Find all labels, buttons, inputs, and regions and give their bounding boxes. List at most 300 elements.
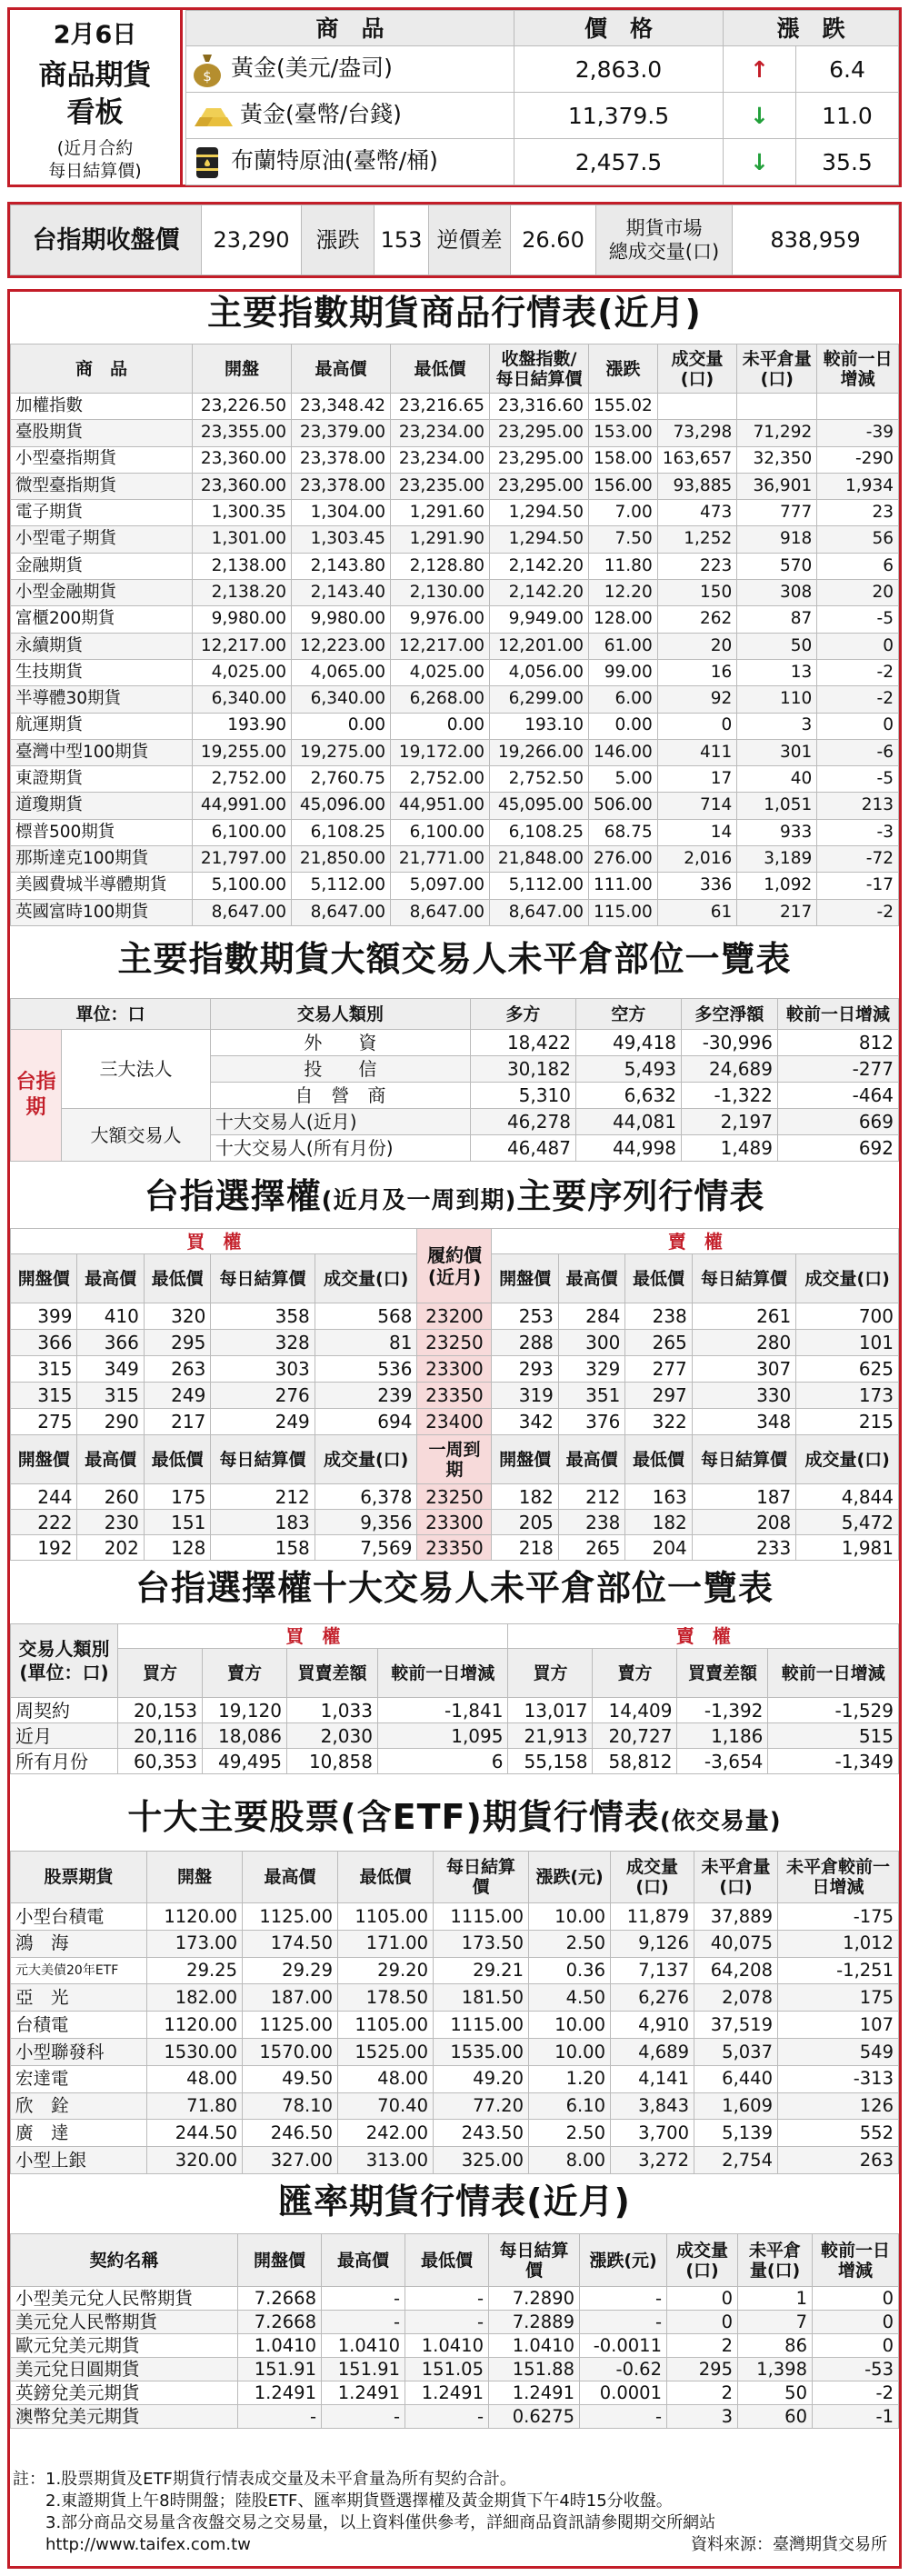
table-cell: 1530.00 — [147, 2038, 243, 2065]
table-cell: 155.02 — [589, 394, 658, 420]
table-cell: 1 — [738, 2287, 813, 2311]
table-cell: 325.00 — [434, 2147, 529, 2174]
col-change: 漲 跌 — [724, 11, 899, 46]
table-cell: -1,251 — [778, 1957, 899, 1984]
table-cell: 246.50 — [243, 2120, 338, 2147]
index-futures-row — [11, 793, 899, 819]
table-cell: 5,097.00 — [391, 873, 490, 899]
table-cell: 1,934 — [817, 473, 899, 499]
table-cell: 1,303.45 — [292, 526, 391, 553]
stock-futures-row — [11, 2038, 899, 2065]
table-cell: 7.00 — [589, 500, 658, 526]
table-cell: 1125.00 — [243, 2012, 338, 2039]
table-cell: - — [580, 2311, 667, 2334]
index-futures-row — [11, 819, 899, 845]
table-cell: 295 — [667, 2358, 738, 2381]
table-cell: 313.00 — [338, 2147, 434, 2174]
table-cell: 3,700 — [611, 2120, 694, 2147]
section-title-options-top10: 台指選擇權十大交易人未平倉部位一覽表 — [135, 1568, 774, 1608]
column-header: 每日結算價 — [692, 1435, 795, 1484]
gold-bars-icon — [191, 99, 235, 132]
table-cell: 2,754 — [694, 2147, 778, 2174]
table-cell: 151.91 — [322, 2358, 405, 2381]
option-weekly-row — [11, 1484, 899, 1510]
table-cell: 0 — [813, 2311, 899, 2334]
table-cell: - — [405, 2287, 489, 2311]
table-cell: 0 — [657, 713, 737, 739]
index-futures-row — [11, 394, 899, 420]
table-cell: 4,025.00 — [391, 659, 490, 685]
table-cell: 244.50 — [147, 2120, 243, 2147]
taifex-volume-value: 838,959 — [733, 205, 899, 275]
table-cell: 32,350 — [737, 446, 817, 473]
table-cell: - — [322, 2287, 405, 2311]
table-cell: 86 — [738, 2334, 813, 2358]
table-cell: 223 — [657, 553, 737, 579]
table-cell: 570 — [737, 553, 817, 579]
table-cell: 265 — [558, 1535, 624, 1561]
note-1: 註：1.股票期貨及ETF期貨行情表成交量及未平倉量為所有契約合計。 — [13, 2470, 516, 2489]
board-title-1: 商品期貨 — [38, 59, 152, 92]
table-cell: 111.00 — [589, 873, 658, 899]
table-cell: 126 — [778, 2092, 899, 2120]
table-cell: 6,299.00 — [490, 686, 589, 713]
table-cell: 60 — [738, 2405, 813, 2429]
table-cell: 249 — [144, 1383, 210, 1409]
table-cell: 6.10 — [529, 2092, 611, 2120]
table-cell: 11,879 — [611, 1903, 694, 1931]
large-trader-table: 單位：口 交易人類別 多方 空方 多空淨額 較前一日增減 台指期 三大法人 外 資 18,422 49,418 -30,996 812 投 信 30,182 5,493 24,689 -277 自 營 商 5,310 6,632 -1,322 -464 大額交易人 十大交易人(近月) 46,278 44,081 2,197 669 十大交易人(所有月份) 46,487 44,998 1,489 692 — [10, 998, 899, 1162]
table-cell: 4,910 — [611, 2012, 694, 2039]
table-cell: 元大美債20年ETF — [11, 1957, 147, 1984]
table-cell: 7.2890 — [489, 2287, 580, 2311]
table-cell: 2 — [667, 2381, 738, 2405]
table-cell: 9,126 — [611, 1930, 694, 1957]
table-cell: 78.10 — [243, 2092, 338, 2120]
table-cell: 6.00 — [589, 686, 658, 713]
table-cell: 328 — [211, 1330, 315, 1356]
table-cell: 1,304.00 — [292, 500, 391, 526]
table-cell: 399 — [11, 1303, 77, 1330]
table-cell: 260 — [77, 1484, 144, 1510]
table-cell: 2,142.20 — [490, 553, 589, 579]
table-cell: 107 — [778, 2012, 899, 2039]
table-cell: 21,913 — [508, 1723, 593, 1749]
table-cell: 288 — [492, 1330, 558, 1356]
table-cell: 4,689 — [611, 2038, 694, 2065]
table-cell: 小型聯發科 — [11, 2038, 147, 2065]
table-cell: 187 — [692, 1484, 795, 1510]
options-table — [10, 1228, 899, 1561]
column-header: 較前一日增減 — [813, 2234, 899, 2287]
column-header: 契約名稱 — [11, 2234, 238, 2287]
table-cell: 301 — [737, 739, 817, 765]
table-cell: 20,153 — [118, 1698, 203, 1723]
table-cell: 0 — [817, 713, 899, 739]
option-weekly-row — [11, 1535, 899, 1561]
table-cell: -39 — [817, 420, 899, 446]
trader-row — [11, 1698, 899, 1723]
table-cell: 322 — [625, 1409, 692, 1435]
index-futures-table-wrap — [10, 344, 899, 926]
stock-futures-row — [11, 1930, 899, 1957]
table-cell: 506.00 — [589, 793, 658, 819]
table-cell: 239 — [315, 1383, 417, 1409]
table-cell: 6,276 — [611, 1984, 694, 2012]
table-cell: 美元兌人民幣期貨 — [11, 2311, 238, 2334]
table-cell: 307 — [692, 1356, 795, 1383]
stock-futures-row — [11, 1903, 899, 1931]
table-cell: 128 — [144, 1535, 210, 1561]
table-cell: - — [322, 2311, 405, 2334]
table-cell: 6,100.00 — [193, 819, 292, 845]
table-cell: 6,268.00 — [391, 686, 490, 713]
table-cell: 6,108.25 — [490, 819, 589, 845]
table-cell: 29.25 — [147, 1957, 243, 1984]
table-cell: 23,379.00 — [292, 420, 391, 446]
taifex-url-link[interactable]: http://www.taifex.com.tw — [45, 2535, 251, 2554]
table-cell: 2,143.40 — [292, 580, 391, 606]
table-cell: 173 — [796, 1383, 899, 1409]
table-cell: 45,096.00 — [292, 793, 391, 819]
table-cell: 1,609 — [694, 2092, 778, 2120]
index-futures-row — [11, 713, 899, 739]
table-cell: 9,949.00 — [490, 606, 589, 633]
table-cell: 182 — [492, 1484, 558, 1510]
index-futures-row — [11, 500, 899, 526]
table-cell: 23,234.00 — [391, 446, 490, 473]
table-cell: -2 — [817, 899, 899, 925]
table-cell: 244 — [11, 1484, 77, 1510]
table-cell: 173.50 — [434, 1930, 529, 1957]
column-header: 買方 — [508, 1649, 593, 1698]
table-cell: 富櫃200期貨 — [11, 606, 193, 633]
table-cell: 175 — [778, 1984, 899, 2012]
oil-barrel-icon — [191, 144, 224, 180]
table-cell: 近月 — [11, 1723, 118, 1749]
call-header: 買 權 — [11, 1229, 417, 1254]
table-cell: 366 — [11, 1330, 77, 1356]
table-cell: 0 — [817, 633, 899, 659]
table-cell: 6,100.00 — [391, 819, 490, 845]
table-cell: -2 — [817, 659, 899, 685]
table-cell: 19,255.00 — [193, 739, 292, 765]
table-cell: - — [238, 2405, 322, 2429]
table-cell: 290 — [77, 1409, 144, 1435]
table-cell: 10.00 — [529, 2038, 611, 2065]
table-cell: 218 — [492, 1535, 558, 1561]
table-cell: 222 — [11, 1510, 77, 1535]
table-cell: 23,360.00 — [193, 446, 292, 473]
table-cell: 加權指數 — [11, 394, 193, 420]
column-header: 最高價 — [322, 2234, 405, 2287]
table-cell: 342 — [492, 1409, 558, 1435]
table-cell: 1,012 — [778, 1930, 899, 1957]
index-futures-row — [11, 846, 899, 873]
table-cell: 1,294.50 — [490, 526, 589, 553]
column-header: 未平倉較前一日增減 — [778, 1852, 899, 1903]
table-cell: 694 — [315, 1409, 417, 1435]
table-cell: 小型臺指期貨 — [11, 446, 193, 473]
table-cell: 410 — [77, 1303, 144, 1330]
table-cell: 1,033 — [287, 1698, 378, 1723]
column-header: 成交量(口) — [796, 1435, 899, 1484]
table-cell: 19,120 — [203, 1698, 287, 1723]
table-cell: 23,378.00 — [292, 473, 391, 499]
table-cell: 2 — [667, 2334, 738, 2358]
table-cell: 3,272 — [611, 2147, 694, 2174]
table-cell: 23350 — [417, 1383, 492, 1409]
column-header: 成交量(口) — [796, 1254, 899, 1303]
table-cell: 55,158 — [508, 1749, 593, 1774]
footnotes — [13, 2469, 896, 2556]
table-cell: 7.50 — [589, 526, 658, 553]
column-header: 開盤價 — [238, 2234, 322, 2287]
table-cell: 300 — [558, 1330, 624, 1356]
table-cell: 20,727 — [593, 1723, 677, 1749]
column-header: 每日結算價 — [489, 2234, 580, 2287]
table-cell: 253 — [492, 1303, 558, 1330]
table-cell: 23300 — [417, 1356, 492, 1383]
table-cell: 276 — [211, 1383, 315, 1409]
table-cell: 14,409 — [593, 1698, 677, 1723]
table-cell: 297 — [625, 1383, 692, 1409]
table-cell: 48.00 — [147, 2065, 243, 2092]
table-cell: 320 — [144, 1303, 210, 1330]
table-cell: 56 — [817, 526, 899, 553]
data-source: 資料來源：臺灣期貨交易所 — [691, 2535, 887, 2554]
put-header: 賣 權 — [492, 1229, 899, 1254]
column-header: 漲跌(元) — [529, 1852, 611, 1903]
table-cell: 那斯達克100期貨 — [11, 846, 193, 873]
table-cell: 238 — [558, 1510, 624, 1535]
table-cell: 1,051 — [737, 793, 817, 819]
column-header: 買賣差額 — [677, 1649, 768, 1698]
table-cell: 美國費城半導體期貨 — [11, 873, 193, 899]
fx-futures-row — [11, 2358, 899, 2381]
table-cell: 182 — [625, 1510, 692, 1535]
table-cell: 9,980.00 — [193, 606, 292, 633]
table-cell: -6 — [817, 739, 899, 765]
index-futures-row — [11, 473, 899, 499]
commodity-row-gold-usd: $ 黃金(美元/盎司) — [186, 46, 514, 93]
table-cell: 29.20 — [338, 1957, 434, 1984]
table-cell: 2,128.80 — [391, 553, 490, 579]
table-cell: - — [580, 2287, 667, 2311]
table-cell: 6,340.00 — [292, 686, 391, 713]
table-cell: 49,495 — [203, 1749, 287, 1774]
table-cell: 12,217.00 — [391, 633, 490, 659]
table-cell: -313 — [778, 2065, 899, 2092]
table-cell: 1105.00 — [338, 2012, 434, 2039]
table-cell: -2 — [817, 686, 899, 713]
column-header: 最低價 — [338, 1852, 434, 1903]
table-cell: 29.29 — [243, 1957, 338, 1984]
table-cell: -72 — [817, 846, 899, 873]
table-cell: 81 — [315, 1330, 417, 1356]
unit-label: 單位：口 — [11, 999, 211, 1030]
table-cell: 亞 光 — [11, 1984, 147, 2012]
table-cell: 1,095 — [377, 1723, 508, 1749]
fx-futures-table — [10, 2233, 899, 2429]
table-cell: 東證期貨 — [11, 766, 193, 793]
col-commodity: 商 品 — [186, 11, 514, 46]
table-cell: 295 — [144, 1330, 210, 1356]
money-bag-icon — [191, 51, 224, 87]
table-cell: 202 — [77, 1535, 144, 1561]
table-cell: 英鎊兌美元期貨 — [11, 2381, 238, 2405]
column-header: 未平倉量(口) — [694, 1852, 778, 1903]
index-futures-row — [11, 606, 899, 633]
table-cell: 193.90 — [193, 713, 292, 739]
column-header: 買賣差額 — [287, 1649, 378, 1698]
options-top10-table-wrap — [10, 1623, 899, 1774]
table-cell: 1.0410 — [489, 2334, 580, 2358]
table-cell: -0.62 — [580, 2358, 667, 2381]
table-cell: 6,340.00 — [193, 686, 292, 713]
taifex-volume-label: 期貨市場 總成交量(口) — [596, 205, 733, 275]
table-cell: 40,075 — [694, 1930, 778, 1957]
put-header: 賣 權 — [508, 1624, 899, 1649]
table-cell: 171.00 — [338, 1930, 434, 1957]
table-cell: 0 — [813, 2287, 899, 2311]
table-cell: 205 — [492, 1510, 558, 1535]
taifex-change-label: 漲跌 — [302, 205, 375, 275]
table-cell: 29.21 — [434, 1957, 529, 1984]
table-cell: 714 — [657, 793, 737, 819]
stock-futures-row — [11, 2065, 899, 2092]
table-cell: 18,086 — [203, 1723, 287, 1749]
table-cell: 23,295.00 — [490, 420, 589, 446]
table-cell: 0.0001 — [580, 2381, 667, 2405]
col-price: 價 格 — [514, 11, 724, 46]
table-cell: 小型美元兌人民幣期貨 — [11, 2287, 238, 2311]
index-futures-row — [11, 899, 899, 925]
index-futures-row — [11, 739, 899, 765]
stock-futures-row — [11, 1957, 899, 1984]
table-cell: 217 — [737, 899, 817, 925]
table-cell: 10.00 — [529, 1903, 611, 1931]
table-cell: 4,056.00 — [490, 659, 589, 685]
table-cell: 174.50 — [243, 1930, 338, 1957]
table-cell: 3,189 — [737, 846, 817, 873]
commodity-row-gold-twd: 黃金(臺幣/台錢) — [186, 93, 514, 139]
table-cell: 0.00 — [391, 713, 490, 739]
table-cell: -1,349 — [768, 1749, 899, 1774]
table-cell: 3 — [667, 2405, 738, 2429]
table-cell: 7.2889 — [489, 2311, 580, 2334]
table-cell: 23400 — [417, 1409, 492, 1435]
table-cell: 1,291.60 — [391, 500, 490, 526]
table-cell: 23,378.00 — [292, 446, 391, 473]
table-cell: 293 — [492, 1356, 558, 1383]
table-cell: 歐元兌美元期貨 — [11, 2334, 238, 2358]
table-cell: 2,078 — [694, 1984, 778, 2012]
table-cell: 0.00 — [589, 713, 658, 739]
table-cell: 351 — [558, 1383, 624, 1409]
table-cell: 23 — [817, 500, 899, 526]
table-cell: 0 — [667, 2287, 738, 2311]
call-header: 買 權 — [118, 1624, 508, 1649]
table-cell: 1.2491 — [489, 2381, 580, 2405]
table-cell: 92 — [657, 686, 737, 713]
table-cell: 廣 達 — [11, 2120, 147, 2147]
table-cell: 151 — [144, 1510, 210, 1535]
table-cell — [817, 394, 899, 420]
taifex-basis-value: 26.60 — [511, 205, 596, 275]
column-header: 最低價 — [625, 1254, 692, 1303]
table-cell: 23300 — [417, 1510, 492, 1535]
table-cell: 777 — [737, 500, 817, 526]
column-header: 賣方 — [203, 1649, 287, 1698]
column-header: 最高價 — [558, 1254, 624, 1303]
table-cell: -53 — [813, 2358, 899, 2381]
table-cell: 151.05 — [405, 2358, 489, 2381]
column-header: 未平倉量(口) — [738, 2234, 813, 2287]
table-cell: 158 — [211, 1535, 315, 1561]
table-cell: 327.00 — [243, 2147, 338, 2174]
table-cell: 263 — [778, 2147, 899, 2174]
table-cell: 6,108.25 — [292, 819, 391, 845]
table-cell: 19,172.00 — [391, 739, 490, 765]
column-header: 最低價 — [144, 1254, 210, 1303]
table-cell: 21,771.00 — [391, 846, 490, 873]
table-cell: 1.0410 — [322, 2334, 405, 2358]
column-header: 最低價 — [405, 2234, 489, 2287]
table-cell: 349 — [77, 1356, 144, 1383]
table-cell: 1.20 — [529, 2065, 611, 2092]
table-cell: 319 — [492, 1383, 558, 1409]
table-cell: 625 — [796, 1356, 899, 1383]
column-header: 開盤價 — [11, 1254, 77, 1303]
table-cell — [737, 394, 817, 420]
trader-row — [11, 1723, 899, 1749]
table-cell: 212 — [558, 1484, 624, 1510]
table-cell: 376 — [558, 1409, 624, 1435]
index-futures-row — [11, 659, 899, 685]
section-title-options: 台指選擇權(近月及一周到期)主要序列行情表 — [144, 1176, 765, 1216]
table-cell: 5,139 — [694, 2120, 778, 2147]
table-cell: 568 — [315, 1303, 417, 1330]
table-cell: - — [580, 2405, 667, 2429]
table-cell: 澳幣兌美元期貨 — [11, 2405, 238, 2429]
index-futures-table: 商 品 開盤 最高價 最低價 收盤指數/每日結算價 漲跌 成交量(口) 未平倉量(口) 較前一日增減 加權指數 23,226.50 23,348.42 23,216.65 23,316.60 155.02 臺股期貨 23,355.00 23,379.00 23,234.00 23,295.00 153.00 73,298 71,292 -39 小型臺指期貨 23,360.00 23,378.00 23,234.00 23,295.00 158.00 163,657 32,350 -290 微型臺指期貨 23,360.00 23,378.00 23,235.00 23,295.00 156.00 93,885 36,901 1,934 電子期貨 1,300.35 1,304.00 1,291.60 1,294.50 7.00 473 777 23 小型電子期貨 1,301.00 1,303.45 1,291.90 1,294.50 7.50 1,252 918 56 金融期貨 2,138.00 2,143.80 2,128.80 2,142.20 11.80 223 570 6 小型金融期貨 2,138.20 2,143.40 2,130.00 2,142.20 12.20 150 308 20 富櫃200期貨 9,980.00 9,980.00 9,976.00 9,949.00 128.00 262 87 -5 永續期貨 12,217.00 12,223.00 12,217.00 12,201.00 61.00 20 50 0 生技期貨 4,025.00 4,065.00 4,025.00 4,056.00 99.00 16 13 -2 半導體30期貨 6,340.00 6,340.00 6,268.00 6,299.00 6.00 92 110 -2 航運期貨 193.90 0.00 0.00 193.10 0.00 0 3 0 臺灣中型100期貨 19,255.00 19,275.00 19,172.00 19,266.00 146.00 411 301 -6 東證期貨 2,752.00 2,760.75 2,752.00 2,752.50 5.00 17 40 -5 道瓊期貨 44,991.00 45,096.00 44,951.00 45,095.00 506.00 714 1,051 213 標普500期貨 6,100.00 6,108.25 6,100.00 6,108.25 68.75 14 933 -3 那斯達克100期貨 21,797.00 21,850.00 21,771.00 21,848.00 276.00 2,016 3,189 -72 美國費城半導體期貨 5,100.00 5,112.00 5,097.00 5,112.00 111.00 336 1,092 -17 英國富時100期貨 8,647.00 8,647.00 8,647.00 8,647.00 115.00 61 217 -2 — [10, 344, 899, 926]
table-cell: 23200 — [417, 1303, 492, 1330]
table-cell: 2.50 — [529, 2120, 611, 2147]
board-date: 2月6日 — [53, 21, 137, 49]
table-cell: 1,252 — [657, 526, 737, 553]
stock-futures-table-wrap — [10, 1851, 899, 2174]
column-header: 每日結算價 — [211, 1435, 315, 1484]
table-cell: 2,030 — [287, 1723, 378, 1749]
table-cell: 標普500期貨 — [11, 819, 193, 845]
table-cell: 1535.00 — [434, 2038, 529, 2065]
table-cell: 73,298 — [657, 420, 737, 446]
stock-futures-row — [11, 2147, 899, 2174]
table-cell: 2,016 — [657, 846, 737, 873]
down-arrow-icon: ↓ — [724, 139, 796, 185]
board-note-2: 每日結算價) — [48, 161, 142, 181]
column-header: 較前一日增減 — [377, 1649, 508, 1698]
fx-futures-table-wrap — [10, 2233, 899, 2429]
taifex-change-value: 153 — [375, 205, 429, 275]
table-cell: 101 — [796, 1330, 899, 1356]
table-cell: 12.20 — [589, 580, 658, 606]
table-cell: 21,797.00 — [193, 846, 292, 873]
table-cell: 10,858 — [287, 1749, 378, 1774]
table-cell: 7,137 — [611, 1957, 694, 1984]
column-header: 最高價 — [558, 1435, 624, 1484]
